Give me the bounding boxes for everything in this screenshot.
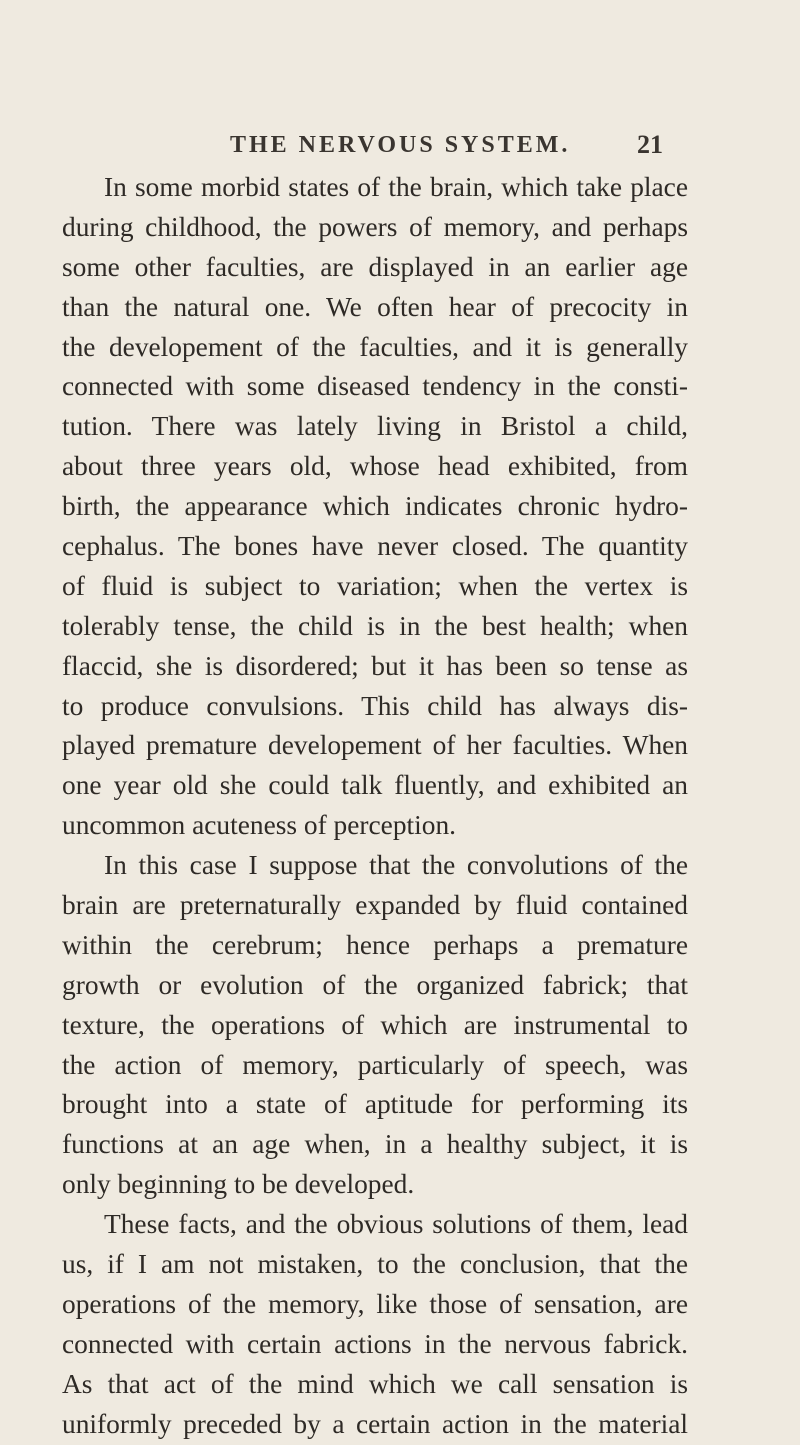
text-line: of fluid is subject to variation; when the vertex is — [62, 570, 688, 601]
text-line: within the cerebrum; hence perhaps a premature — [62, 929, 688, 960]
text-line: growth or evolution of the organized fabrick; that — [62, 969, 688, 1000]
text-line: As that act of the mind which we call sensation is — [62, 1368, 688, 1399]
paragraph — [62, 846, 688, 1205]
text-line: us, if I am not mistaken, to the conclusion, that the — [62, 1249, 688, 1280]
text-line: In this case I suppose that the convolutions of the — [104, 850, 688, 881]
text-line: In some morbid states of the brain, which take place — [104, 172, 688, 202]
text-line: flaccid, she is disordered; but it has been so tense as — [62, 650, 688, 681]
paragraph — [62, 1205, 688, 1444]
text-line: uncommon acuteness of perception. — [62, 810, 456, 841]
text-line: brought into a state of aptitude for performing its — [62, 1089, 688, 1120]
text-line: to produce convulsions. This child has always dis- — [62, 690, 688, 721]
text-line: operations of the memory, like those of sensation, are — [62, 1288, 688, 1319]
text-line: the developement of the faculties, and it is generally — [62, 331, 688, 362]
paragraph — [62, 168, 688, 846]
text-line: played premature developement of her faculties. When — [62, 730, 688, 761]
text-line: one year old she could talk fluently, and exhibited an — [62, 770, 688, 801]
text-line: tolerably tense, the child is in the best health; when — [62, 610, 688, 641]
text-line: These facts, and the obvious solutions of them, lead — [104, 1209, 688, 1240]
text-line: uniformly preceded by a certain action in the material — [62, 1408, 688, 1439]
text-line: brain are preternaturally expanded by fluid contained — [62, 890, 688, 921]
text-line: only beginning to be developed. — [62, 1169, 415, 1200]
text-line: some other faculties, are displayed in an earlier age — [62, 251, 688, 282]
text-line: texture, the operations of which are instrumental to — [62, 1009, 688, 1040]
running-head: THE NERVOUS SYSTEM. — [230, 132, 571, 158]
text-line: about three years old, whose head exhibited, from — [62, 451, 688, 482]
body-text — [62, 168, 688, 1445]
text-line: birth, the appearance which indicates chronic hydro- — [62, 491, 688, 522]
page-number: 21 — [637, 130, 663, 159]
text-line: connected with some diseased tendency in the consti- — [62, 371, 688, 402]
text-line: cephalus. The bones have never closed. The quantity — [62, 531, 688, 562]
text-line: functions at an age when, in a healthy subject, it is — [62, 1129, 688, 1160]
text-line: connected with certain actions in the nervous fabrick. — [62, 1328, 688, 1359]
text-line: during childhood, the powers of memory, and perhaps — [62, 211, 688, 242]
text-line: the action of memory, particularly of speech, was — [62, 1049, 688, 1080]
text-line: tution. There was lately living in Bristol a child, — [62, 411, 688, 442]
text-line: than the natural one. We often hear of precocity in — [62, 291, 688, 322]
